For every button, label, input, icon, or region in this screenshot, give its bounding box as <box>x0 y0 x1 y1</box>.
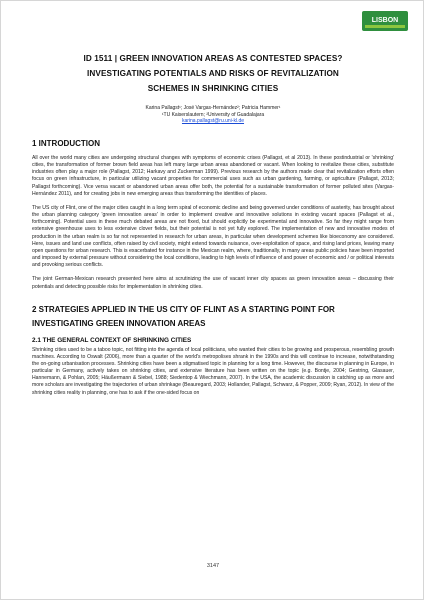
paper-title-line-1: ID 1511 | GREEN INNOVATION AREAS AS CONTESTED SPACES? <box>83 54 343 63</box>
introduction-paragraph-2: The US city of Flint, one of the major cities caught in a long term spiral of economic decline and being governed under conditions of austerity, has brought about the urban planning category 'green innovation areas' in order to implement creative and innovative solutions in existing vacant spaces (Pallagst et al., forthcoming). Potential uses in these much debated areas are not fixed, but should explicitly be experimental and innovative. So far they might range from extensive greenhouse uses to less extensive clover fields, but their potential is not yet fully explored. The implementation of new and innovative modes of production in the urban realm is so far not represented in research for urban areas, in particular when development schemes like bioeconomy are considered. Here, issues and land use conflicts, often raised by civil society, might extend towards nuisance, over-exploitation of space, and rising land prices, leaving many open questions for urban research. This is exacerbated for instance in the Mexican realm, where, traditionally, in many areas public policies have been imported and imposed by external pressure without considering the local conditions, leading to high levels of influence of and power of economic and / or political interests and provoking serious conflicts. <box>32 204 394 269</box>
introduction-paragraph-3: The joint German-Mexican research presented here aims at scrutinizing the use of vacant inner city spaces as green innovation areas – discussing their potentials and detecting possible risks for implementation in shrinking cities. <box>32 276 394 290</box>
page-number: 3147 <box>206 563 220 569</box>
conference-logo <box>362 11 408 31</box>
introduction-paragraph-1: All over the world many cities are undergoing structural changes with symptoms of economic crises (Pallagst, et al 2013). In these postindustrial or 'shrinking' cities, the transformation of former brown field areas has left many large urban areas abandoned or vacant. When looking to revitalize these cities, substitute industries often play a major role (Pallagst, 2012; Harkavy and Zuckerman 1999). Previous research by the authors made clear that revitalization efforts often focus on green infrastructure, in particular utilizing vacant properties for commercial uses such as urban gardening, farming, or agriculture (Pallagst, 2013; Pallagst forthcoming). Vice versa vacant or abandoned urban areas offer both, the potential for a sustainable transformation of former polluted sites (Vargas-Hernández 2011), and for creating jobs in new emerging areas thus transforming the identities of places. <box>32 155 394 197</box>
paper-title-line-2: INVESTIGATING POTENTIALS AND RISKS OF REVITALIZATION <box>87 69 339 78</box>
title-block <box>31 51 395 125</box>
author-names: Karina Pallagst¹; José Vargas-Hernández²; Patricia Hammer¹ <box>145 105 281 111</box>
section-heading-strategies-line-1: 2 STRATEGIES APPLIED IN THE US CITY OF FLINT AS A STARTING POINT FOR <box>32 304 335 314</box>
author-block <box>31 105 395 125</box>
paper-title-line-3: SCHEMES IN SHRINKING CITIES <box>147 84 279 93</box>
subsection-heading-shrinking-cities: 2.1 THE GENERAL CONTEXT OF SHRINKING CITIES <box>32 336 192 344</box>
section-heading-introduction: 1 INTRODUCTION <box>32 139 100 148</box>
author-affiliations: ¹TU Kaiserslautern; ²University of Guadalajara <box>161 111 265 118</box>
shrinking-cities-paragraph: Shrinking cities used to be a taboo topic, not fitting into the agenda of local politicians, who wanted their cities to be growing and prosperous, resembling growth machines. According to Oswalt (2006), more than a quarter of the world's metropolises shrank in the 1990s and this will continue to increase, notwithstanding the on-going urbanisation processes. Shrinking cities have been a stigmatised topic in planning for a long time. However, the discourse in planning in Europe, in particular in Germany, actively takes on shrinking cities, and extensive literature has been written on the topic (e.g. Bontje, 2004; Gestring, Glasauer, Hannemann, & Pohlan, 2005; Häußermann & Siebel, 1988; Siedentop & Wiechmann, 2007). In the USA, the academic discussion is catching up as more and more scholars are investigating the trajectories of urban shrinkage (Beauregard, 2003; Hollander, Pallagst, Schwarz, & Popper, 2009; Ryan, 2012). In view of the shrinking cities reality in planning, one has to ask if the one-sided focus on <box>32 346 394 396</box>
main-content <box>32 139 394 397</box>
author-email-link[interactable]: karina.pallagst@ru.uni-kl.de <box>181 118 245 125</box>
section-heading-strategies-line-2: INVESTIGATING GREEN INNOVATION AREAS <box>32 318 206 328</box>
logo-text: LISBON <box>371 17 399 24</box>
